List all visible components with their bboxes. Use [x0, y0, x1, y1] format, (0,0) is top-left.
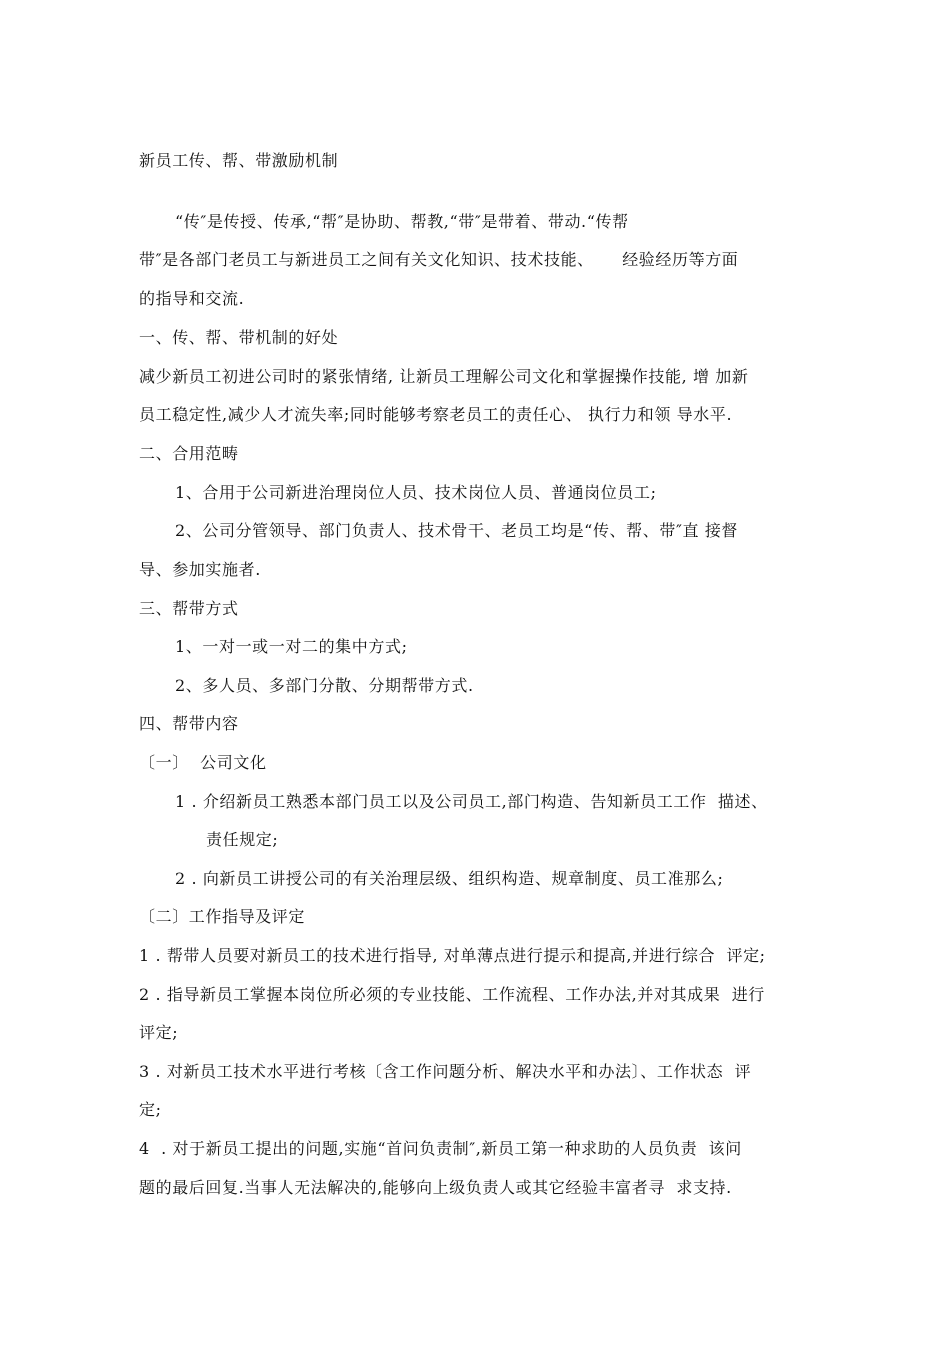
paragraph-line: 员工稳定性,减少人才流失率;同时能够考察老员工的责任心、 执行力和领 导水平. [139, 405, 733, 424]
list-item-continuation: 导、参加实施者. [139, 560, 261, 579]
intro-line: “传″是传授、传承,“帮″是协助、帮教,“带″是带着、带动.“传帮 [175, 212, 629, 231]
list-item-continuation: 定; [139, 1100, 162, 1119]
list-item: 2、多人员、多部门分散、分期帮带方式. [175, 676, 474, 695]
paragraph-line: 减少新员工初进公司时的紧张情绪, 让新员工理解公司文化和掌握操作技能, 增 加新 [139, 367, 749, 386]
list-item: 4 . 对于新员工提出的问题,实施“首问负责制″,新员工第一种求助的人员负责 该问 [139, 1139, 742, 1158]
list-item: 1 . 介绍新员工熟悉本部门员工以及公司员工,部门构造、告知新员工工作 描述、 [175, 792, 768, 811]
list-item-continuation: 责任规定; [206, 830, 279, 849]
section-heading: 四、帮带内容 [139, 714, 239, 733]
section-heading: 二、合用范畴 [139, 444, 239, 463]
subsection-heading: 〔二〕工作指导及评定 [139, 907, 306, 926]
list-item: 2、公司分管领导、部门负责人、技术骨干、老员工均是“传、帮、带″直 接督 [175, 521, 739, 540]
list-item: 1 . 帮带人员要对新员工的技术进行指导, 对单薄点进行提示和提高,并进行综合 评定; [139, 946, 766, 965]
list-item: 1、一对一或一对二的集中方式; [175, 637, 408, 656]
list-item: 2 . 向新员工讲授公司的有关治理层级、组织构造、规章制度、员工准那么; [175, 869, 724, 888]
list-item-continuation: 评定; [139, 1023, 179, 1042]
document-title: 新员工传、帮、带激励机制 [139, 151, 339, 170]
list-item: 1、合用于公司新进治理岗位人员、技术岗位人员、普通岗位员工; [175, 483, 657, 502]
list-item: 3 . 对新员工技术水平进行考核〔含工作问题分析、解决水平和办法〕、工作状态 评 [139, 1062, 752, 1081]
subsection-heading: 〔一〕 公司文化 [139, 753, 267, 772]
intro-line: 的指导和交流. [139, 289, 245, 308]
list-item-continuation: 题的最后回复.当事人无法解决的,能够向上级负责人或其它经验丰富者寻 求支持. [139, 1178, 732, 1197]
intro-line: 带″是各部门老员工与新进员工之间有关文化知识、技术技能、 经验经历等方面 [139, 250, 739, 269]
section-heading: 一、传、帮、带机制的好处 [139, 328, 339, 347]
list-item: 2 . 指导新员工掌握本岗位所必须的专业技能、工作流程、工作办法,并对其成果 进行 [139, 985, 765, 1004]
section-heading: 三、帮带方式 [139, 599, 239, 618]
